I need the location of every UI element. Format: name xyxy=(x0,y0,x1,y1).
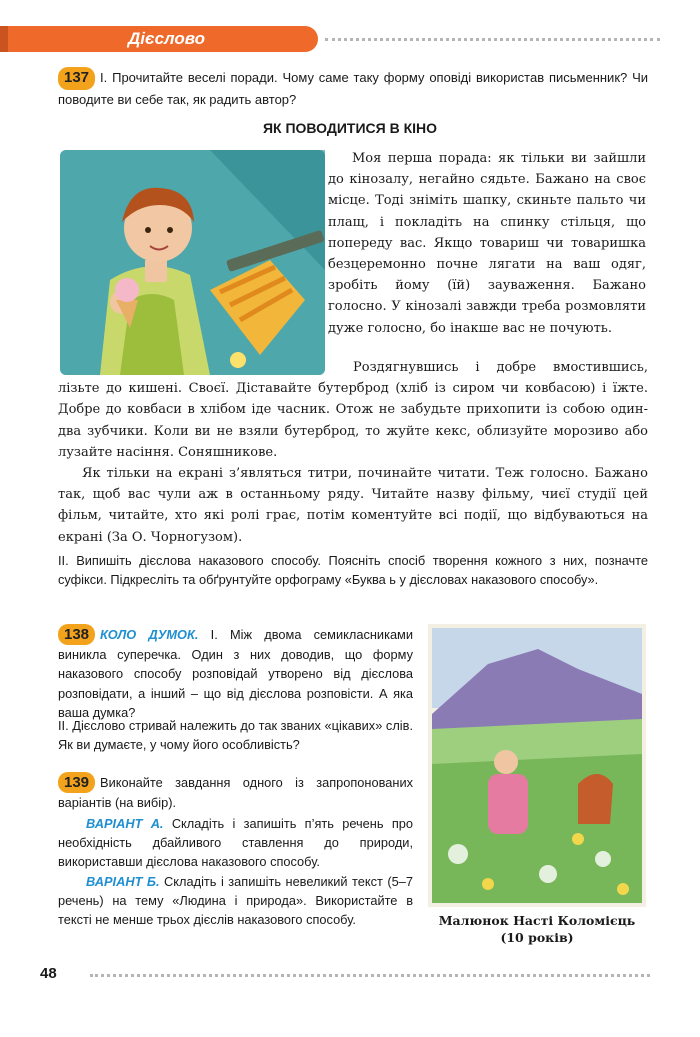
ex138-text-2: II. Дієслово стривай належить до так званих «цікавих» слів. Як ви думаєте, у чому його особливість? xyxy=(58,718,413,753)
header-strip xyxy=(0,26,8,52)
page-number: 48 xyxy=(40,965,57,982)
chapter-header-tab xyxy=(0,26,318,52)
ex138-label: КОЛО ДУМОК. xyxy=(100,627,199,642)
ex138-number: 138 xyxy=(58,624,95,645)
story-title: ЯК ПОВОДИТИСЯ В КІНО xyxy=(262,120,438,136)
ex137-number: 137 xyxy=(58,67,95,90)
ex139-variant-a xyxy=(58,814,413,872)
ex139-intro-text: Виконайте завдання одного із запропонованих варіантів (на вибір). xyxy=(58,775,413,811)
footer-dotted-line xyxy=(90,974,650,977)
ex137-task-2: II. Випишіть дієслова наказового способу. Поясніть спосіб творення кожного з них, позначте суфікси. Підкресліть та обґрунтуйте орфограму «Буква ь у дієсловах наказового способу». xyxy=(58,553,648,587)
header-dotted-line xyxy=(325,38,660,41)
story-paragraph-3: Як тільки на екрані з’являться титри, починайте читати. Теж голосно. Бажано так, щоб вас чули аж в останньому ряду. Читайте назву фільму, чиєї студії цей фільм, читайте, хто які ролі грає, потім коментуйте всі події, що відбуваються на екрані (За О. Чорногузом). xyxy=(58,466,648,545)
ex139-intro xyxy=(58,772,413,812)
ex138-text-1 xyxy=(58,624,413,722)
variant-b-label: ВАРІАНТ Б. xyxy=(86,874,160,889)
variant-a-label: ВАРІАНТ А. xyxy=(86,816,164,831)
chapter-title: Дієслово xyxy=(128,29,205,48)
child-painting xyxy=(428,624,646,907)
ex137-task xyxy=(58,67,648,110)
caption-line-1: Малюнок Насті Коломієць xyxy=(438,913,636,928)
painting-caption xyxy=(428,912,646,946)
ex139-number: 139 xyxy=(58,772,95,793)
ex138-body: І. Між двома семикласниками виникла суперечка. Один з них доводив, що форму наказового способу розповідай утворено від дієслова розповідати, а інший – що від дієслова розповісти. А яка ваша думка? xyxy=(58,627,414,720)
caption-line-2: (10 років) xyxy=(500,930,574,945)
story-paragraph-2: Роздягнувшись і добре вмостившись, лізьте до кишені. Своєї. Діставайте бутерброд (хліб із сиром чи ковбасою) і їжте. Добре до ковбаси в хлібом іде часник. Отож не забудьте прихопити із собою один-два зубчики. Коли ви не взяли бутерброд, то жуйте кекс, облизуйте морозиво або лузайте насіння. Соняшникове. xyxy=(58,360,648,460)
variant-a-text: Складіть і запишіть п’ять речень про необхідність дбайливого ставлення до природи, використавши дієслова наказового способу. xyxy=(58,816,413,870)
story-paragraph-1: Моя перша порада: як тільки ви зайшли до кінозалу, негайно сядьте. Бажано на своє місце. Тоді зніміть шапку, скиньте пальто чи плащ, і покладіть на спинку стільця, що попереду вас. Якщо товариш чи товаришка безцеремонно почне лягати на ваш одяг, зробіть йому (їй) зауваження. Бажано голосно. У кінозалі завжди треба розмовляти дуже голосно, бо інакше вас не почують. xyxy=(328,151,646,336)
boy-illustration xyxy=(60,150,325,375)
variant-b-text: Складіть і запишіть невеликий текст (5–7 речень) на тему «Людина і природа». Використайте в тексті не менше трьох дієслів наказового способу. xyxy=(58,874,414,928)
ex139-variant-b xyxy=(58,872,413,930)
ex137-task-text: І. Прочитайте веселі поради. Чому саме таку форму оповіді використав письменник? Чи поводите ви себе так, як радить автор? xyxy=(58,70,648,107)
